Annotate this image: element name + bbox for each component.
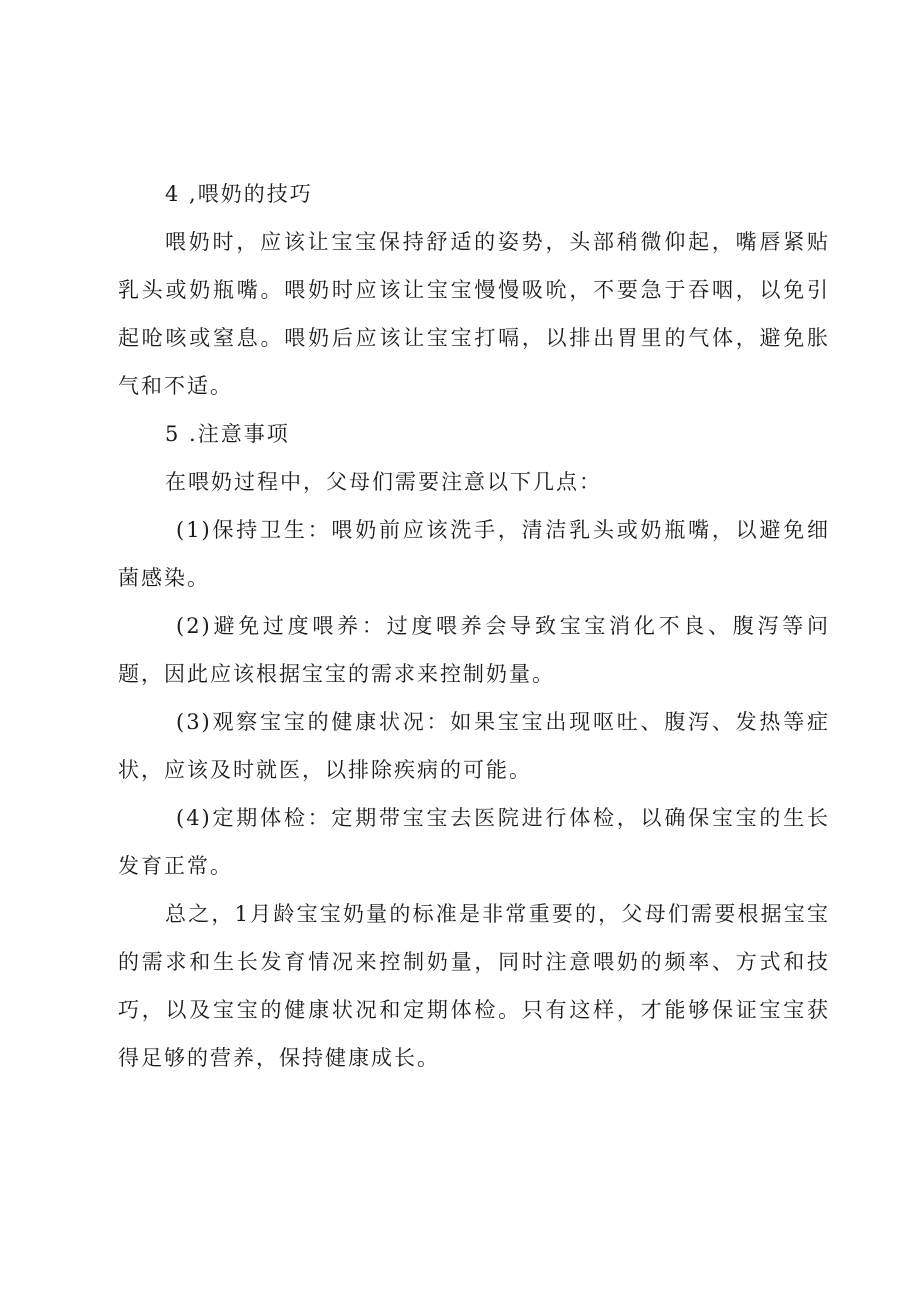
conclusion-paragraph: 总之，1月龄宝宝奶量的标准是非常重要的，父母们需要根据宝宝的需求和生长发育情况来控制奶量，同时注意喂奶的频率、方式和技巧，以及宝宝的健康状况和定期体检。只有这样，才能够保证宝宝获得足够的营养，保持健康成长。	[118, 902, 830, 1070]
precaution-item-health-observation: (3)观察宝宝的健康状况：如果宝宝出现呕吐、腹泻、发热等症状，应该及时就医，以排除疾病的可能。	[118, 710, 830, 782]
document-body	[118, 170, 830, 1082]
section-heading-feeding-technique: 4 ,喂奶的技巧	[165, 182, 313, 206]
section-heading-precautions: 5 .注意事项	[165, 422, 290, 446]
feeding-technique-paragraph: 喂奶时，应该让宝宝保持舒适的姿势，头部稍微仰起，嘴唇紧贴乳头或奶瓶嘴。喂奶时应该让宝宝慢慢吸吮，不要急于吞咽，以免引起呛咳或窒息。喂奶后应该让宝宝打嗝，以排出胃里的气体，避免胀气和不适。	[118, 230, 830, 398]
precaution-item-overfeeding: (2)避免过度喂养：过度喂养会导致宝宝消化不良、腹泻等问题，因此应该根据宝宝的需求来控制奶量。	[118, 614, 830, 686]
precaution-item-hygiene: (1)保持卫生：喂奶前应该洗手，清洁乳头或奶瓶嘴，以避免细菌感染。	[118, 518, 830, 590]
precautions-intro: 在喂奶过程中，父母们需要注意以下几点：	[165, 470, 602, 494]
precaution-item-checkup: (4)定期体检：定期带宝宝去医院进行体检，以确保宝宝的生长发育正常。	[118, 806, 830, 878]
